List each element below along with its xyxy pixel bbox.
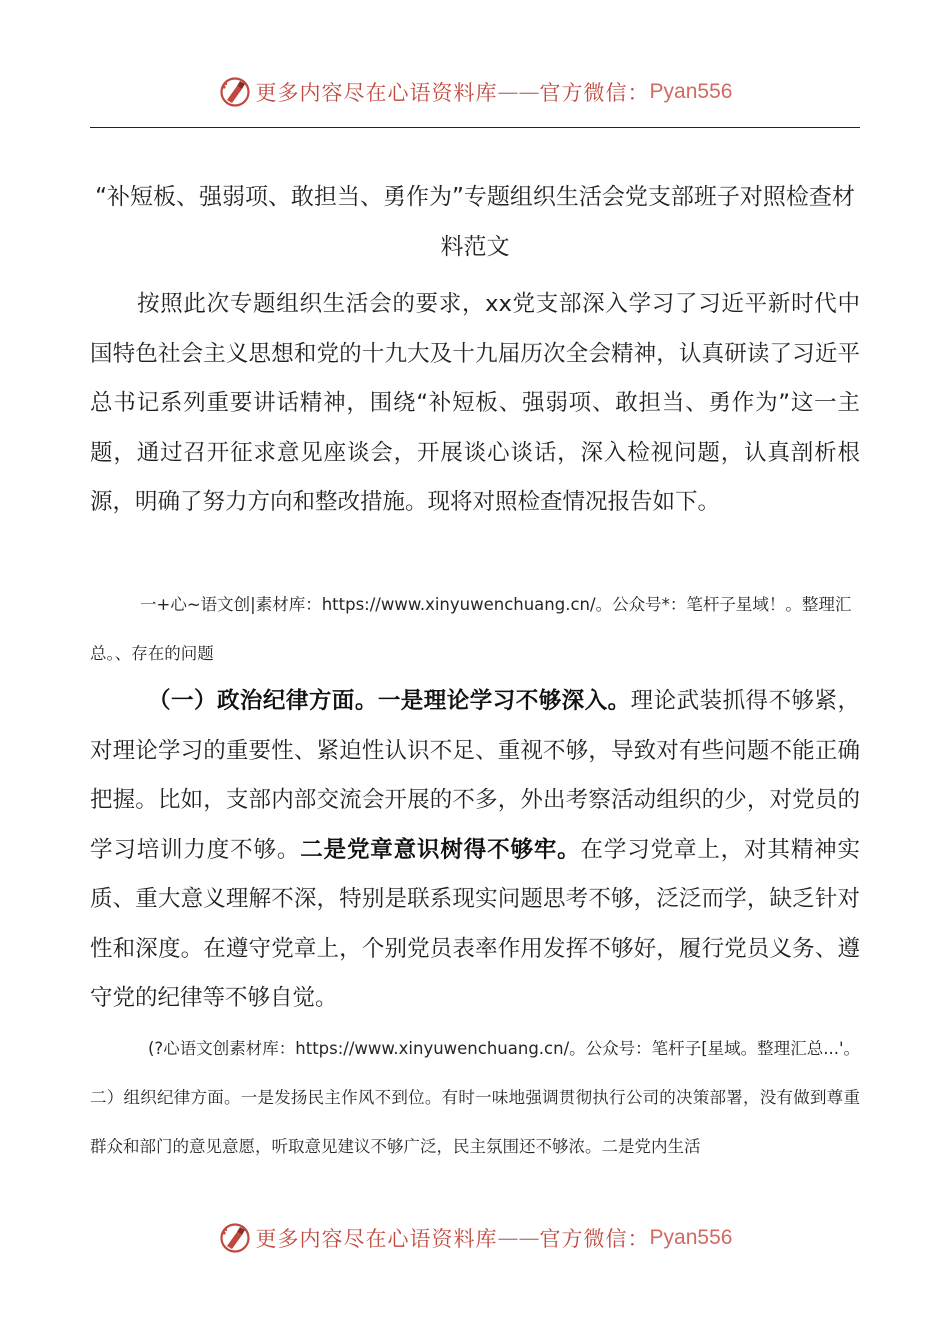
intro-paragraph: 按照此次专题组织生活会的要求，xx党支部深入学习了习近平新时代中国特色社会主义思想和党的十九大及十九届历次全会精神，认真研读了习近平总书记系列重要讲话精神，围绕“补短板、强弱项、敢担当、勇作为”这一主题，通过召开征求意见座谈会，开展谈心谈话，深入检视问题，认真剖析根源，明确了努力方向和整改措施。现将对照检查情况报告如下。 (90, 291, 860, 515)
section1-point2-body: 在学习党章上，对其精神实质、重大意义理解不深，特别是联系现实问题思考不够，泛泛而学，缺乏针对性和深度。在遵守党章上，个别党员表率作用发挥不够好，履行党员义务、遵守党的纪律等不够自觉。 (90, 836, 860, 1011)
section1-point1-title: 一是理论学习不够深入。 (377, 688, 631, 714)
section1-heading: （一）政治纪律方面。 (148, 688, 378, 714)
footer-wechat-label: 官方微信： (539, 1227, 650, 1251)
header-separator: —— (497, 80, 540, 104)
document-title: “补短板、强弱项、敢担当、勇作为”专题组织生活会党支部班子对照检查材料范文 (95, 184, 855, 260)
footer-banner (0, 1218, 950, 1258)
footer-brand-text: 更多内容尽在心语资料库 (255, 1227, 498, 1251)
header-wechat-label: 官方微信： (539, 81, 650, 105)
section1-point2-title: 二是党章意识树得不够牢。 (300, 836, 581, 863)
header-divider (90, 127, 860, 128)
header-brand-text: 更多内容尽在心语资料库 (255, 81, 498, 105)
section1-point1-body: 理论武装抓得不够紧，对理论学习的重要性、紧迫性认识不足、重视不够，导致对有些问题不能正确把握。比如，支部内部交流会开展的不多，外出考察活动组织的少，对党员的学习培训力度不够。 (90, 688, 860, 863)
pen-nib-logo-icon (218, 75, 252, 109)
pen-nib-logo-icon (218, 1221, 252, 1255)
source-note-2: (?心语文创素材库：https://www.xinyuwenchuang.cn/。公众号：笔杆子[星域。整理汇总...'。二）组织纪律方面。一是发扬民主作风不到位。有时一味地强调贯彻执行公司的决策部署，没有做到尊重群众和部门的意见意愿，听取意见建议不够广泛，民主氛围还不够浓。二是党内生活 (90, 1039, 860, 1156)
source-note-1: 一+心~语文创|素材库：https://www.xinyuwenchuang.cn/。公众号*：笔杆子星域！。整理汇总。、存在的问题 (90, 595, 852, 663)
section1-paragraph (90, 677, 860, 1024)
header-wechat-id: Pyan556 (649, 80, 733, 103)
footer-wechat-id: Pyan556 (649, 1226, 733, 1249)
header-banner (0, 72, 950, 112)
footer-separator: —— (497, 1226, 540, 1250)
